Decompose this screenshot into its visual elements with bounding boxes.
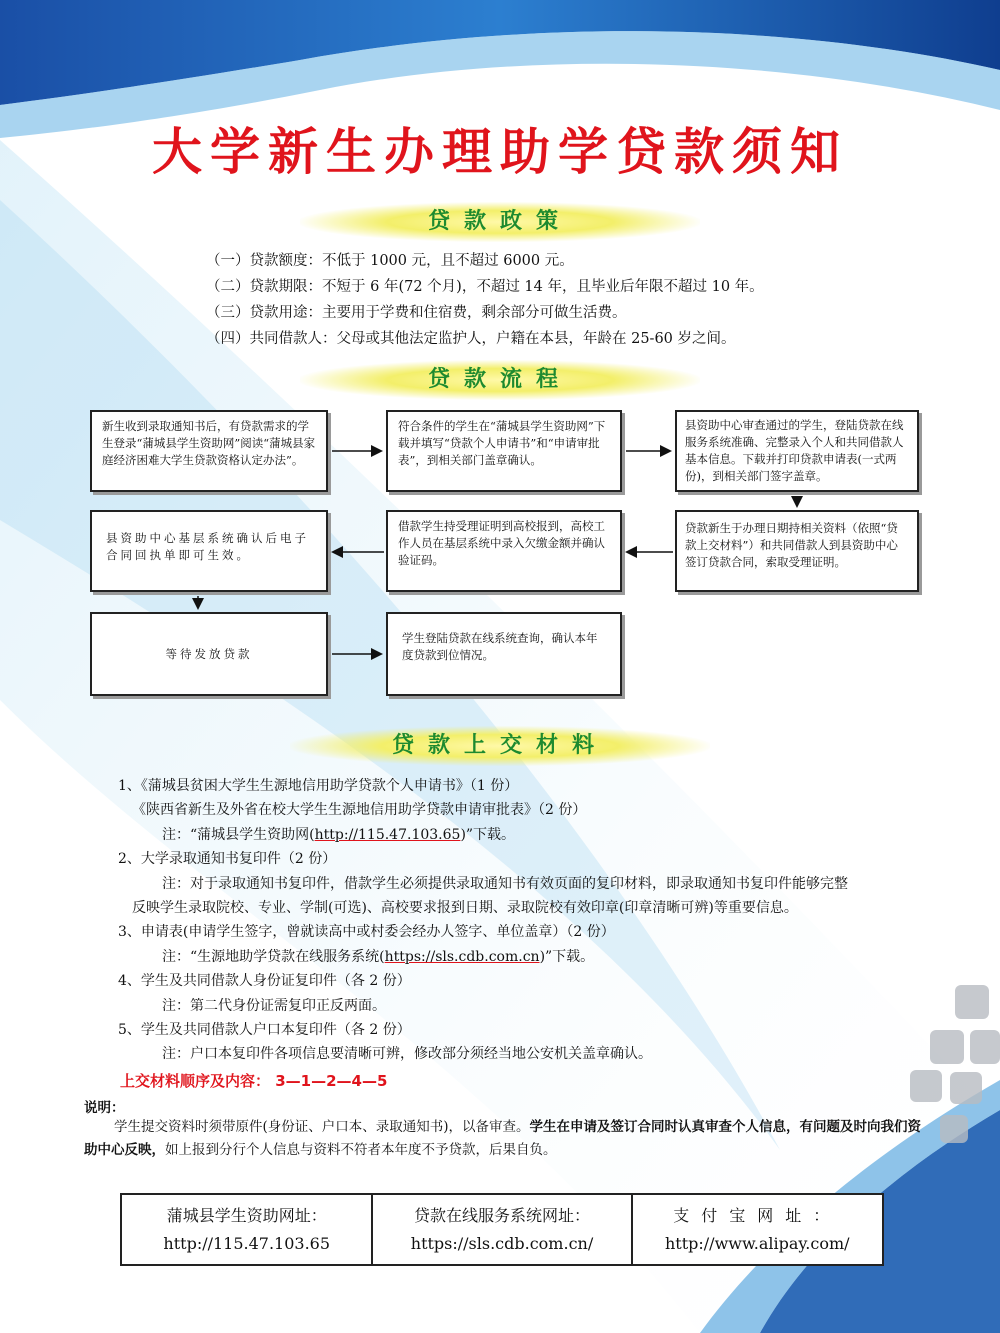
materials-list [118,774,848,1067]
note-emphasis: 学生在申请及签订合同时认真审查个人信息，有问题及时向我们资助中心反映， [84,1119,922,1158]
material-item-3: 3、申请表(申请学生签字，曾就读高中或村委会经办人签字、单位盖章）（2 份） [118,924,615,941]
material-item-5: 5、学生及共同借款人户口本复印件（各 2 份） [118,1021,411,1038]
section-heading-materials: 贷款上交材料 [290,726,710,766]
material-note-2b: 反映学生录取院校、专业、学制(可选)、高校要求报到日期、录取院校有效印章(印章清晰可辨)等重要信息。 [132,899,798,916]
website-url[interactable]: http://115.47.103.65 [163,1233,331,1253]
submission-order-label: 上交材料顺序及内容： [120,1072,271,1090]
material-item-4: 4、学生及共同借款人身份证复印件（各 2 份） [118,973,411,990]
note-text: 学生提交资料时须带原件(身份证、户口本、录取通知书)，以备审查。学生在申请及签订合同时认真审查个人信息，有问题及时向我们资助中心反映，如上报到分行个人信息与资料不符者本年度不予贷款，后果自负。 [84,1119,922,1158]
flow-step-3: 县资助中心审查通过的学生，登陆贷款在线服务系统准确、完整录入个人和共同借款人基本信息。下载并打印贷款申请表(一式两份)，到相关部门签字盖章。 [675,410,919,492]
material-note-2: 注：对于录取通知书复印件，借款学生必须提供录取通知书有效页面的复印材料，即录取通知书复印件能够完整 [162,875,848,892]
material-item-1: 1、《蒲城县贫困大学生生源地信用助学贷款个人申请书》（1 份） [118,778,519,794]
flow-step-8: 学生登陆贷款在线系统查询，确认本年度贷款到位情况。 [386,612,622,696]
flow-step-2: 符合条件的学生在“蒲城县学生资助网”下载并填写“贷款个人申请书”和“申请审批表”，到相关部门盖章确认。 [386,410,622,492]
policy-item: （三）贷款用途：主要用于学费和住宿费，剩余部分可做生活费。 [206,305,627,321]
policy-item: （四）共同借款人：父母或其他法定监护人，户籍在本县，年龄在 25-60 岁之间。 [206,331,736,347]
flow-step-5: 借款学生持受理证明到高校报到，高校工作人员在基层系统中录入欠缴金额并确认验证码。 [386,510,622,592]
link-text: https://sls.cdb.com.cn [384,948,540,965]
policy-item: （一）贷款额度：不低于 1000 元，且不超过 6000 元。 [206,253,574,269]
website-cell [632,1194,883,1265]
policy-list [206,248,764,352]
website-url[interactable]: http://www.alipay.com/ [664,1233,850,1253]
material-item-2: 2、大学录取通知书复印件（2 份） [118,851,337,868]
material-note-5: 注：户口本复印件各项信息要清晰可辨，修改部分须经当地公安机关盖章确认。 [162,1046,652,1063]
note-heading: 说明： [84,1100,125,1116]
website-table [120,1193,884,1266]
material-item-1b: 《陕西省新生及外省在校大学生生源地信用助学贷款申请审批表》（2 份） [132,802,587,819]
material-note-3: 注：“生源地助学贷款在线服务系统(https://sls.cdb.com.cn)”下载。 [162,948,595,965]
link-text: http://115.47.103.65 [314,826,461,843]
material-note-1: 注：“蒲城县学生资助网(http://115.47.103.65)”下载。 [162,826,516,843]
website-label: 支付宝网址： [673,1205,842,1225]
flow-step-6: 县资助中心基层系统确认后电子合同回执单即可生效。 [90,510,328,592]
page-title: 大学新生办理助学贷款须知 [152,123,848,181]
submission-order-value: 3—1—2—4—5 [275,1072,388,1090]
website-label: 贷款在线服务系统网址： [413,1205,590,1225]
website-label: 蒲城县学生资助网址： [166,1205,327,1225]
flow-step-4: 贷款新生于办理日期持相关资料（依照“贷款上交材料”）和共同借款人到县资助中心签订贷款合同，索取受理证明。 [675,510,919,592]
policy-item: （二）贷款期限：不短于 6 年(72 个月)，不超过 14 年，且毕业后年限不超过 10 年。 [206,279,764,295]
submission-order [120,1070,387,1091]
flow-step-7: 等待发放贷款 [90,612,328,696]
flow-step-1: 新生收到录取通知书后，有贷款需求的学生登录“蒲城县学生资助网”阅读“蒲城县家庭经济困难大学生贷款资格认定办法”。 [90,410,328,492]
website-cell [121,1194,372,1265]
section-heading-policy: 贷款政策 [300,202,700,242]
website-url[interactable]: https://sls.cdb.com.cn/ [410,1233,594,1253]
section-heading-process: 贷款流程 [300,360,700,400]
material-note-4: 注：第二代身份证需复印正反两面。 [162,997,386,1014]
website-cell [372,1194,631,1265]
